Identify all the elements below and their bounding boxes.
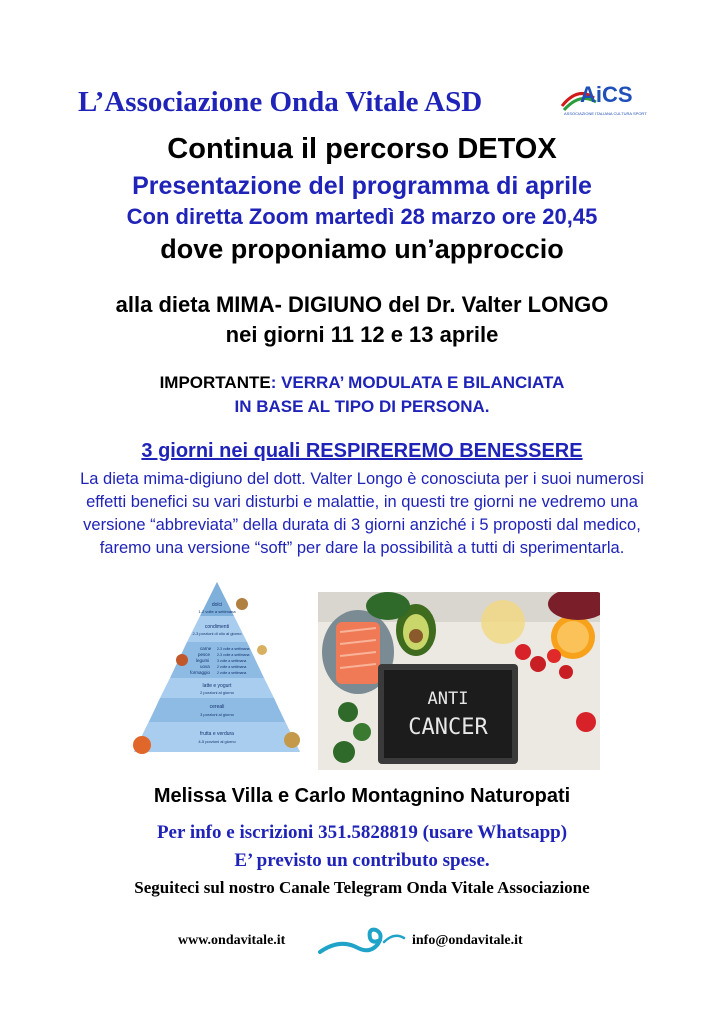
pyramid-note-latte: 2 porzioni al giorno bbox=[200, 690, 234, 695]
pyramid-note-dolci: 1-2 volte a settimana bbox=[198, 609, 236, 614]
headline-detox: Continua il percorso DETOX bbox=[167, 133, 557, 165]
headline-zoom: Con diretta Zoom martedì 28 marzo ore 20,45 bbox=[126, 204, 598, 229]
food-pyramid-image bbox=[122, 580, 312, 760]
headline-diet: alla dieta MIMA- DIGIUNO del Dr. Valter LONGO bbox=[115, 292, 609, 317]
aics-logo bbox=[560, 78, 650, 118]
description-paragraph: La dieta mima-digiuno del dott. Valter Longo è conosciuta per i suoi numerosi effetti benefici su vari disturbi e malattie, in questi tre giorni ne vedremo una versione “abbreviata” della durata di 3 giorni anziché i 5 proposti dal medico, faremo una versione “soft” per dare la possibilità a tutti di sperimentarla. bbox=[80, 470, 644, 557]
benessere-subtitle: 3 giorni nei quali RESPIREREMO BENESSERE bbox=[141, 440, 583, 462]
pyramid-note-legumi: 3 volte a settimana bbox=[217, 659, 247, 663]
pyramid-note-pesce: 2-3 volte a settimana bbox=[217, 653, 250, 657]
association-title: L’Associazione Onda Vitale ASD bbox=[78, 86, 483, 118]
pyramid-note-condimenti: 2-3 porzioni di olio al giorno bbox=[192, 631, 242, 636]
naturopaths-line: Melissa Villa e Carlo Montagnino Naturopati bbox=[153, 785, 571, 807]
important-line1 bbox=[0, 373, 724, 393]
board-text-anti: ANTI bbox=[427, 689, 469, 709]
pyramid-note-carne: 2-3 volte a settimana bbox=[217, 647, 250, 651]
anti-cancer-food-photo bbox=[318, 592, 600, 770]
contribution-line: E’ previsto un contributo spese. bbox=[234, 850, 490, 871]
pyramid-level-cereali: cereali bbox=[209, 704, 225, 710]
headline-dates: nei giorni 11 12 e 13 aprile bbox=[225, 322, 499, 347]
pyramid-level-condimenti: condimenti bbox=[204, 624, 230, 630]
email-link[interactable]: info@ondavitale.it bbox=[412, 933, 523, 948]
pyramid-note-formaggio: 2 volte a settimana bbox=[217, 671, 247, 675]
logo-text: AiCS bbox=[580, 82, 633, 107]
pyramid-level-carne: carne bbox=[200, 646, 212, 651]
important-label: IMPORTANTE bbox=[159, 373, 271, 392]
logo-caption: ASSOCIAZIONE ITALIANA CULTURA SPORT bbox=[564, 111, 647, 116]
wave-logo-icon bbox=[318, 918, 408, 958]
headline-approach: dove proponiamo un’approccio bbox=[160, 234, 564, 264]
pyramid-level-frutta: frutta e verdura bbox=[200, 731, 234, 737]
important-line2: IN BASE AL TIPO DI PERSONA. bbox=[234, 397, 490, 416]
pyramid-level-uova: uova bbox=[200, 664, 210, 669]
pyramid-note-frutta: 4-5 porzioni al giorno bbox=[198, 739, 236, 744]
pyramid-level-formaggio: formaggio bbox=[190, 670, 211, 675]
board-text-cancer: CANCER bbox=[408, 715, 488, 740]
info-contact-line: Per info e iscrizioni 351.5828819 (usare Whatsapp) bbox=[156, 822, 568, 843]
pyramid-level-dolci: dolci bbox=[211, 602, 223, 608]
important-text1: : VERRA’ MODULATA E BILANCIATA bbox=[270, 373, 565, 392]
website-link[interactable]: www.ondavitale.it bbox=[178, 933, 286, 948]
pyramid-note-cereali: 3 porzioni al giorno bbox=[200, 712, 234, 717]
pyramid-level-pesce: pesce bbox=[198, 652, 211, 657]
headline-program: Presentazione del programma di aprile bbox=[132, 172, 592, 200]
telegram-line: Seguiteci sul nostro Canale Telegram Onda Vitale Associazione bbox=[134, 878, 590, 897]
pyramid-level-latte: latte e yogurt bbox=[202, 683, 232, 689]
pyramid-level-legumi: legumi bbox=[196, 658, 210, 663]
pyramid-note-uova: 2 volte a settimana bbox=[217, 665, 247, 669]
